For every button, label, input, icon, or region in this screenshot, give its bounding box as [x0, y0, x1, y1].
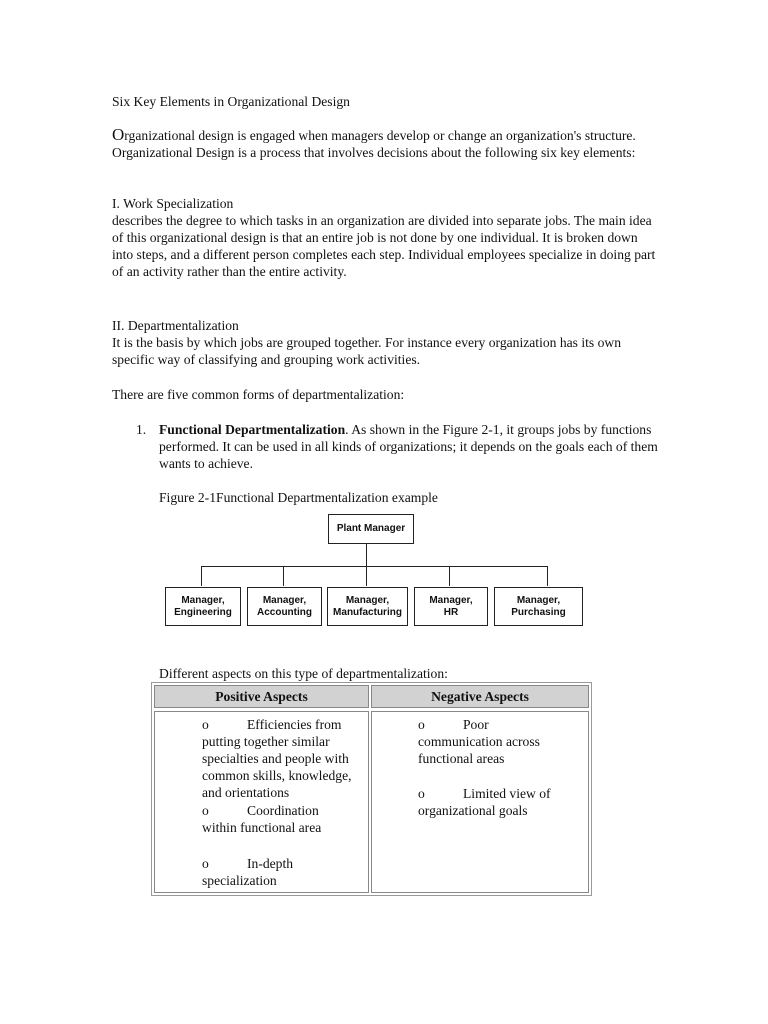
aspect-item: o Efficiencies from putting together similar specialties and people with common skills, knowledge, and orientations — [202, 717, 352, 800]
connector-drop-1 — [201, 566, 202, 586]
org-node-accounting: Manager, Accounting — [247, 587, 322, 626]
list-item-text: . As shown in the Figure 2-1, it groups jobs by functions performed. It can be used in all kinds of organizations; it depends on the goals each of them wants to achieve. — [159, 422, 658, 471]
bullet-icon: o — [418, 786, 425, 801]
bullet-icon: o — [202, 803, 209, 818]
connector-drop-2 — [283, 566, 284, 586]
aspect-item: o Coordination within functional area — [202, 803, 322, 835]
aspects-table — [151, 682, 592, 896]
org-node-purchasing: Manager, Purchasing — [494, 587, 583, 626]
list-item-term: Functional Departmentalization — [159, 422, 346, 437]
section-2-body: It is the basis by which jobs are grouped together. For instance every organization has its own specific way of classifying and grouping work activities. — [112, 335, 622, 367]
document-title: Six Key Elements in Organizational Design — [112, 94, 350, 109]
org-node-root: Plant Manager — [328, 514, 414, 544]
header-negative: Negative Aspects — [371, 685, 589, 708]
cell-positive — [154, 711, 369, 893]
org-node-manufacturing: Manager, Manufacturing — [327, 587, 408, 626]
list-item-number: 1. — [136, 422, 147, 437]
connector-bus — [201, 566, 548, 567]
connector-trunk — [366, 544, 367, 586]
bullet-icon: o — [418, 717, 425, 732]
aspects-caption: Different aspects on this type of departmentalization: — [159, 666, 448, 681]
connector-drop-5 — [547, 566, 548, 586]
aspect-item: o Limited view of organizational goals — [418, 786, 551, 818]
connector-drop-4 — [449, 566, 450, 586]
bullet-icon: o — [202, 856, 209, 871]
org-node-engineering: Manager, Engineering — [165, 587, 241, 626]
section-1-body: describes the degree to which tasks in an organization are divided into separate jobs. The main idea of this organizational design is that an entire job is not done by one individual. It is broken down into steps, and a different person completes each step. Individual employees specialize in doing part of an activity rather than the entire activity. — [112, 213, 656, 279]
header-positive: Positive Aspects — [154, 685, 369, 708]
org-chart — [160, 510, 590, 630]
aspect-item: o Poor communication across functional areas — [418, 717, 540, 766]
intro-text: rganizational design is engaged when managers develop or change an organization's structure. Organizational Design is a process that involves decisions about the following six key elements: — [112, 128, 636, 160]
org-node-hr: Manager, HR — [414, 587, 488, 626]
aspect-item: o In-depth specialization — [202, 856, 294, 888]
intro-paragraph — [112, 126, 657, 161]
cell-negative — [371, 711, 589, 893]
forms-intro: There are five common forms of departmentalization: — [112, 387, 405, 402]
section-1-heading: I. Work Specialization — [112, 196, 234, 211]
section-2-heading: II. Departmentalization — [112, 318, 239, 333]
list-item-functional — [159, 421, 659, 472]
intro-drop-cap: O — [112, 125, 125, 144]
figure-caption: Figure 2-1Functional Departmentalization example — [159, 490, 438, 505]
bullet-icon: o — [202, 717, 209, 732]
